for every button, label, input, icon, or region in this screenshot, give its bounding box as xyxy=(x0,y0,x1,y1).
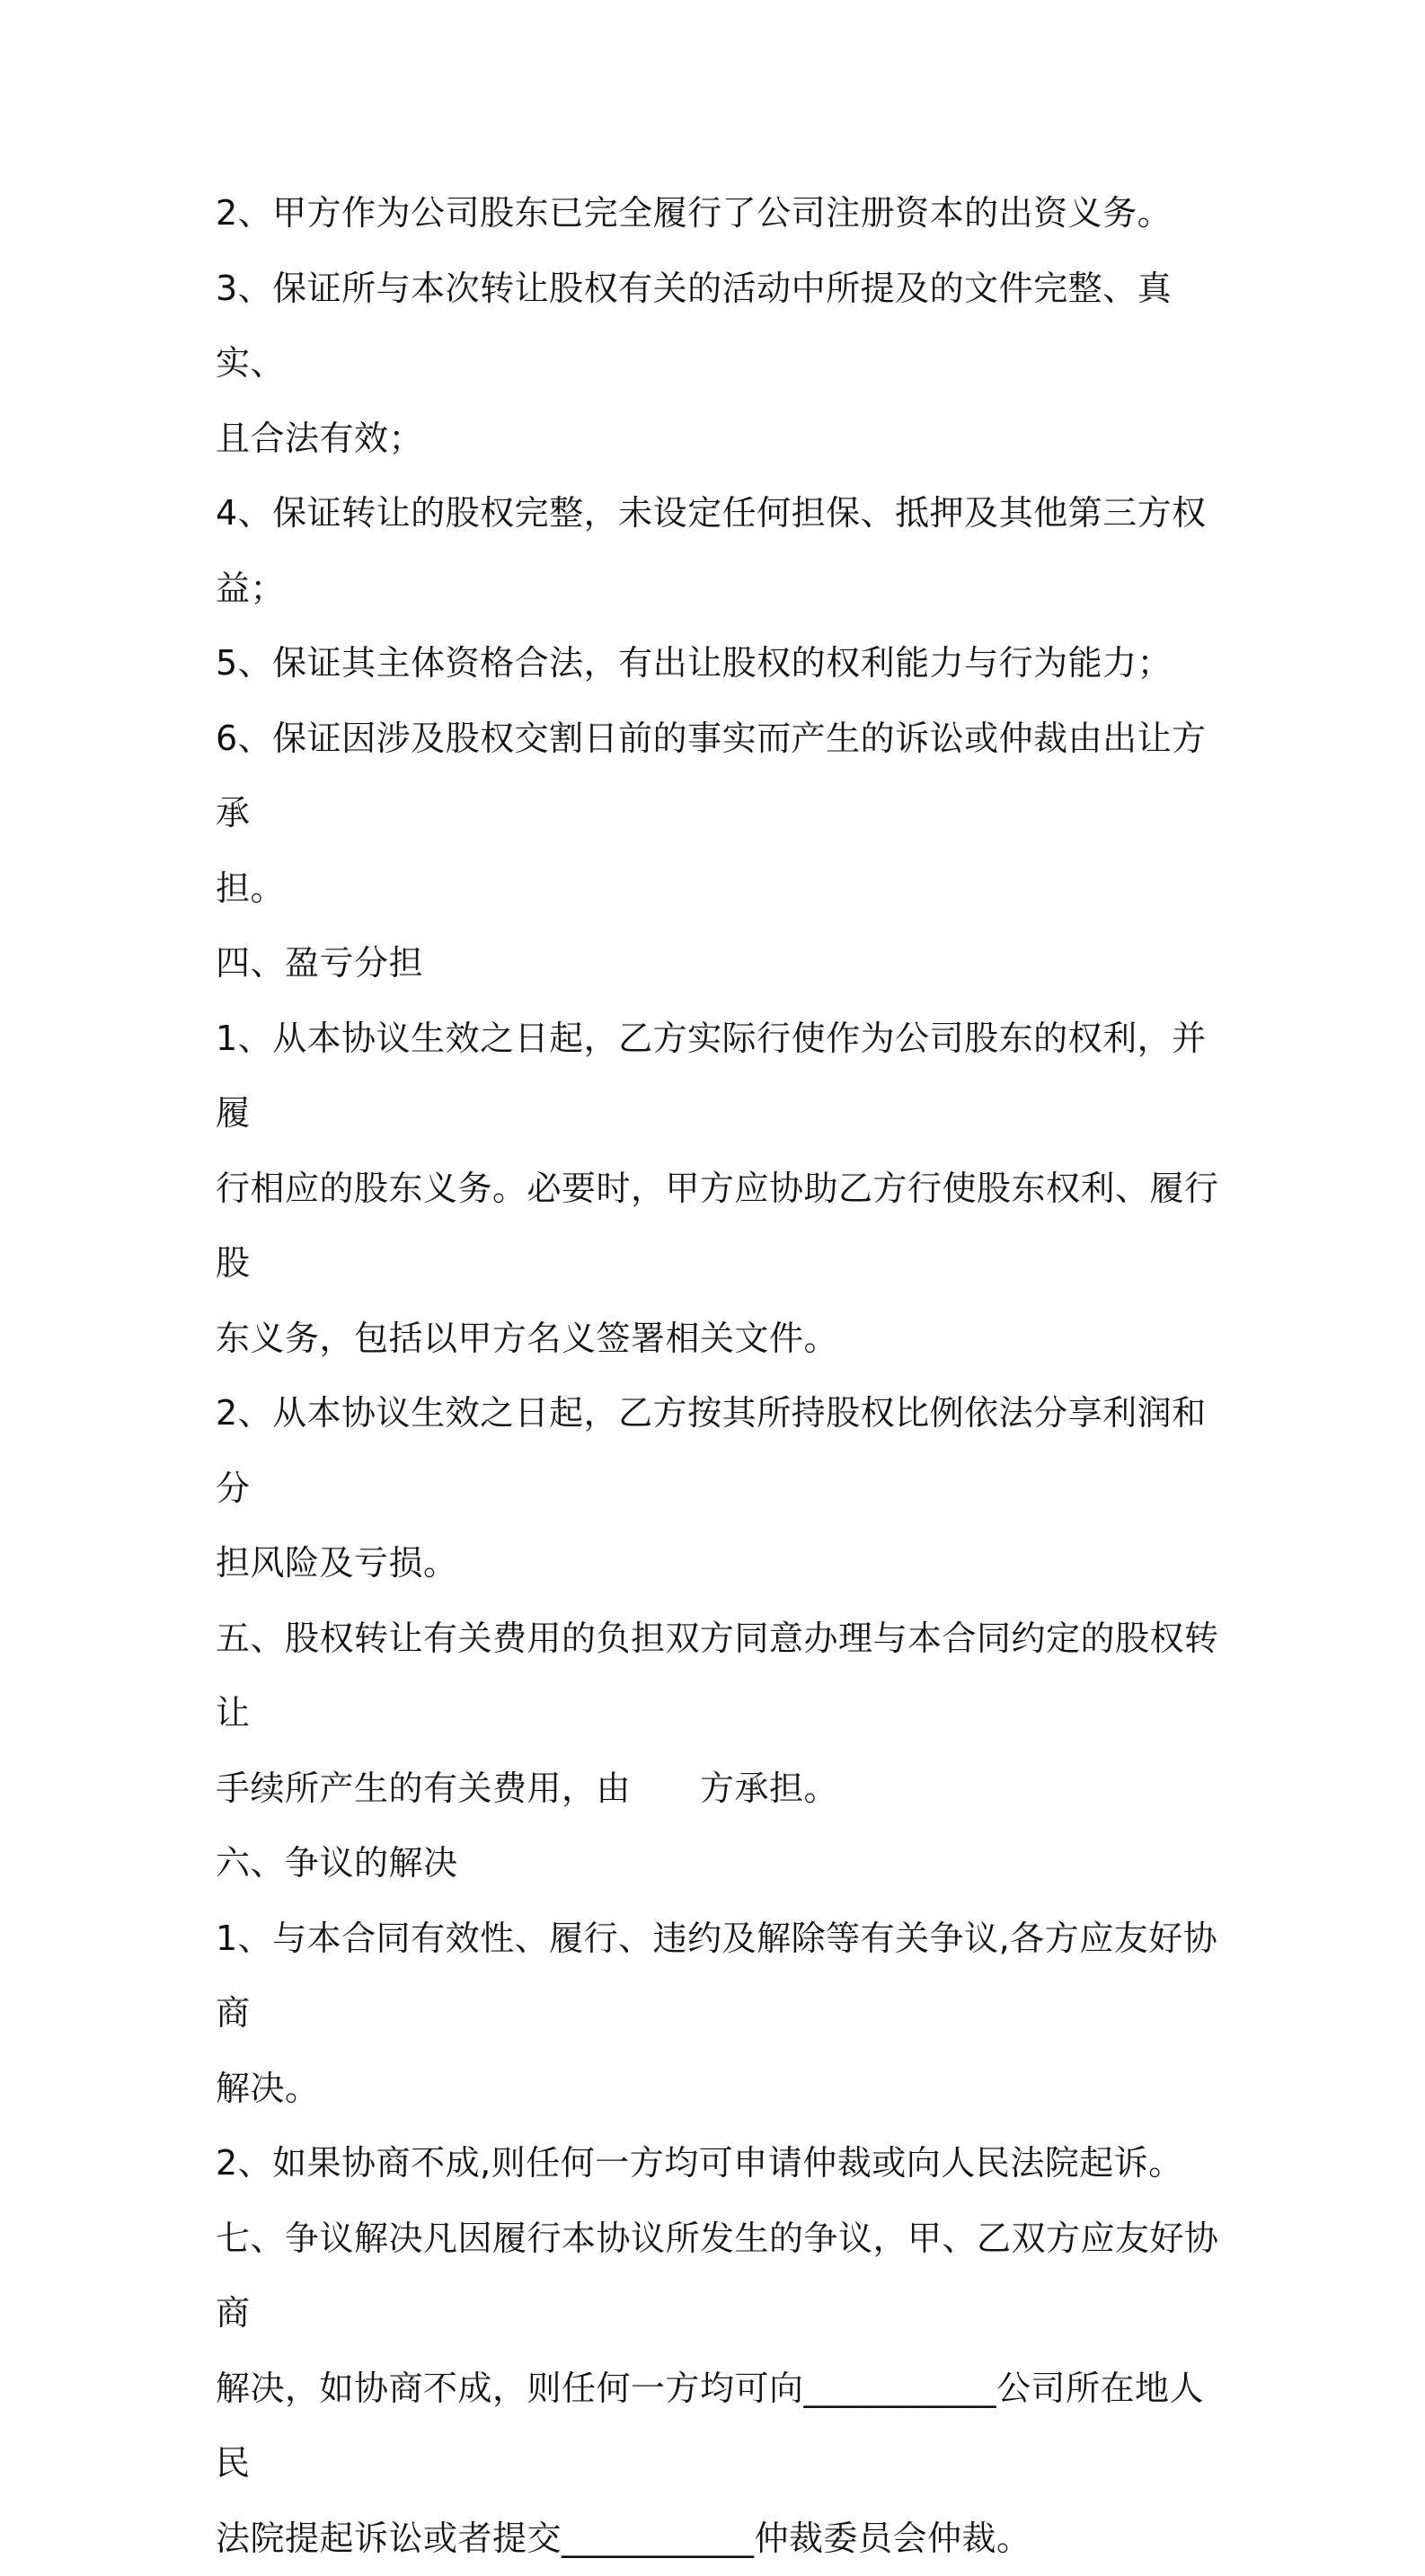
section-paragraph: 七、争议解决凡因履行本协议所发生的争议，甲、乙双方应友好协商 解决，如协商不成，则任何一方均可向___________公司所在地人民 法院提起诉讼或者提交___________仲裁委员会仲裁。 xyxy=(216,2201,1231,2576)
section-heading: 四、盈亏分担 xyxy=(216,926,1231,1001)
clause-paragraph: 5、保证其主体资格合法，有出让股权的权利能力与行为能力； xyxy=(216,626,1231,701)
section-paragraph: 五、股权转让有关费用的负担双方同意办理与本合同约定的股权转让 手续所产生的有关费用，由 方承担。 xyxy=(216,1601,1231,1827)
section-heading: 六、争议的解决 xyxy=(216,1826,1231,1901)
clause-paragraph: 2、从本协议生效之日起，乙方按其所持股权比例依法分享利润和分 担风险及亏损。 xyxy=(216,1376,1231,1601)
clause-paragraph: 1、与本合同有效性、履行、违约及解除等有关争议,各方应友好协商 解决。 xyxy=(216,1901,1231,2127)
clause-paragraph: 2、甲方作为公司股东已完全履行了公司注册资本的出资义务。 xyxy=(216,176,1231,251)
clause-paragraph: 4、保证转让的股权完整，未设定任何担保、抵押及其他第三方权益； xyxy=(216,476,1231,626)
document-body xyxy=(216,176,1231,2576)
clause-paragraph: 6、保证因涉及股权交割日前的事实而产生的诉讼或仲裁由出让方承 担。 xyxy=(216,701,1231,927)
clause-paragraph: 1、从本协议生效之日起，乙方实际行使作为公司股东的权利，并履 行相应的股东义务。必要时，甲方应协助乙方行使股东权利、履行股 东义务，包括以甲方名义签署相关文件。 xyxy=(216,1001,1231,1377)
clause-paragraph: 3、保证所与本次转让股权有关的活动中所提及的文件完整、真实、 且合法有效； xyxy=(216,251,1231,477)
clause-paragraph: 2、如果协商不成,则任何一方均可申请仲裁或向人民法院起诉。 xyxy=(216,2126,1231,2201)
